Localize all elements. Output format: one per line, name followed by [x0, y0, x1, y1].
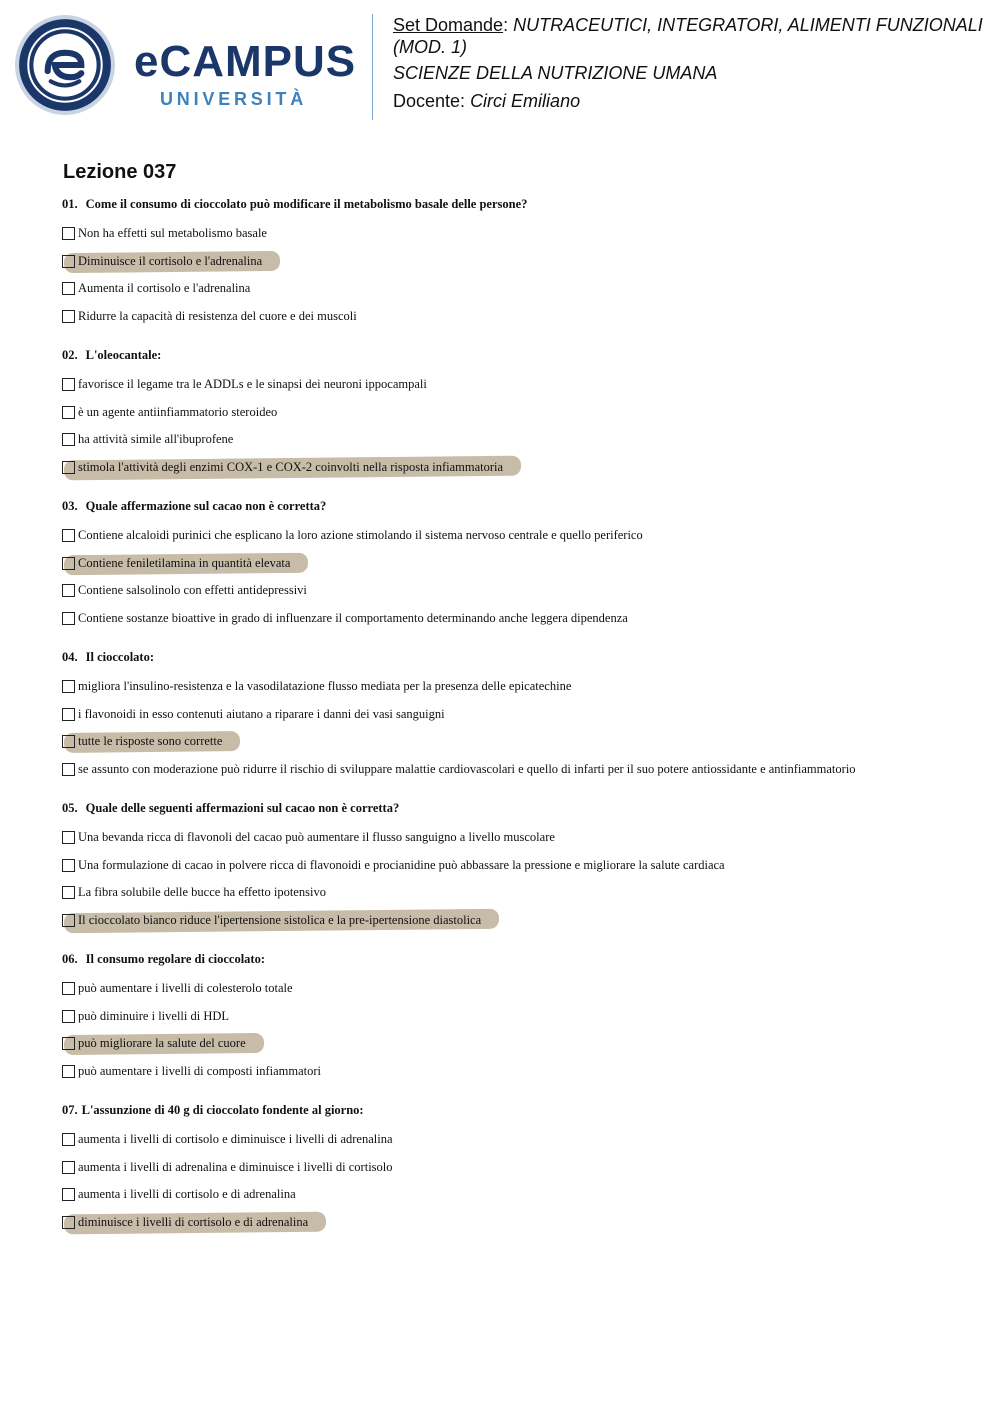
- answer-label: se assunto con moderazione può ridurre il rischio di sviluppare malattie cardiovascolari e quello di infarti per il suo potere antiossidante e antinfiammatorio: [78, 761, 856, 776]
- answer-label: stimola l'attività degli enzimi COX-1 e COX-2 coinvolti nella risposta infiammatoria: [78, 459, 504, 474]
- question-label: Il consumo regolare di cioccolato:: [85, 952, 265, 966]
- answer-label: può aumentare i livelli di colesterolo totale: [78, 981, 293, 996]
- answer-option[interactable]: [62, 248, 982, 276]
- question-text: [62, 344, 982, 371]
- question-list: [62, 193, 982, 1250]
- answer-checkbox[interactable]: [62, 406, 75, 419]
- answer-label: diminuisce i livelli di cortisolo e di adrenalina: [78, 1214, 309, 1229]
- answer-checkbox[interactable]: [62, 1037, 75, 1050]
- question-block: [62, 1099, 982, 1250]
- answer-label: Contiene alcaloidi purinici che esplicano la loro azione stimolando il sistema nervoso centrale e quello periferico: [78, 528, 643, 543]
- answer-checkbox[interactable]: [62, 735, 75, 748]
- answer-label: Contiene salsolinolo con effetti antidepressivi: [78, 583, 307, 598]
- answer-option[interactable]: [62, 1030, 982, 1058]
- answer-checkbox[interactable]: [62, 831, 75, 844]
- answer-label: Diminuisce il cortisolo e l'adrenalina: [78, 253, 263, 268]
- answer-option[interactable]: [62, 824, 982, 852]
- answer-checkbox[interactable]: [62, 529, 75, 542]
- answer-label: tutte le risposte sono corrette: [78, 734, 223, 749]
- answer-option[interactable]: [62, 605, 982, 633]
- header-divider: [372, 14, 373, 120]
- question-block: [62, 646, 982, 797]
- answer-checkbox[interactable]: [62, 914, 75, 927]
- answer-label: Ridurre la capacità di resistenza del cuore e dei muscoli: [78, 308, 357, 323]
- question-label: Come il consumo di cioccolato può modificare il metabolismo basale delle persone?: [85, 197, 528, 211]
- answer-checkbox[interactable]: [62, 310, 75, 323]
- answer-label: i flavonoidi in esso contenuti aiutano a riparare i danni dei vasi sanguigni: [78, 706, 445, 721]
- answer-option[interactable]: [62, 728, 982, 756]
- answer-label: Una formulazione di cacao in polvere ricca di flavonoidi e procianidine può abbassare la pressione e migliorare la salute cardiaca: [78, 857, 725, 872]
- answer-label: aumenta i livelli di cortisolo e di adrenalina: [78, 1187, 296, 1202]
- set-title-line: Set Domande: NUTRACEUTICI, INTEGRATORI, ALIMENTI FUNZIONALI (MOD. 1): [393, 15, 983, 57]
- question-block: [62, 495, 982, 646]
- answer-option[interactable]: [62, 1003, 982, 1031]
- lesson-title: Lezione 037: [63, 161, 177, 183]
- answer-checkbox[interactable]: [62, 763, 75, 776]
- question-label: L'oleocantale:: [85, 348, 162, 362]
- answer-label: può aumentare i livelli di composti infiammatori: [78, 1063, 321, 1078]
- question-block: [62, 193, 982, 344]
- question-text: [62, 646, 982, 673]
- question-number: 06.: [62, 952, 78, 966]
- answer-option[interactable]: [62, 220, 982, 248]
- answer-checkbox[interactable]: [62, 1133, 75, 1146]
- answer-checkbox[interactable]: [62, 557, 75, 570]
- answer-checkbox[interactable]: [62, 1065, 75, 1078]
- answer-checkbox[interactable]: [62, 886, 75, 899]
- question-text: [62, 495, 982, 522]
- question-text: [62, 1099, 982, 1126]
- answer-option[interactable]: [62, 550, 982, 578]
- answer-option[interactable]: [62, 975, 982, 1003]
- question-text: [62, 948, 982, 975]
- answer-checkbox[interactable]: [62, 859, 75, 872]
- answer-checkbox[interactable]: [62, 1010, 75, 1023]
- answer-option[interactable]: [62, 522, 982, 550]
- answer-label: aumenta i livelli di cortisolo e diminuisce i livelli di adrenalina: [78, 1132, 393, 1147]
- answer-label: Il cioccolato bianco riduce l'ipertensione sistolica e la pre-ipertensione diastolica: [78, 912, 482, 927]
- answer-checkbox[interactable]: [62, 461, 75, 474]
- answer-option[interactable]: [62, 907, 982, 935]
- ecampus-seal-icon: [14, 14, 116, 116]
- header-info: [393, 14, 983, 112]
- course-name: SCIENZE DELLA NUTRIZIONE UMANA: [393, 63, 718, 83]
- answer-label: aumenta i livelli di adrenalina e diminuisce i livelli di cortisolo: [78, 1159, 393, 1174]
- question-label: L'assunzione di 40 g di cioccolato fondente al giorno:: [81, 1103, 364, 1117]
- answer-label: La fibra solubile delle bucce ha effetto ipotensivo: [78, 885, 326, 900]
- answer-option[interactable]: [62, 1181, 982, 1209]
- answer-option[interactable]: [62, 303, 982, 331]
- answer-option[interactable]: [62, 399, 982, 427]
- answer-label: Non ha effetti sul metabolismo basale: [78, 226, 267, 241]
- answer-checkbox[interactable]: [62, 680, 75, 693]
- answer-option[interactable]: [62, 454, 982, 482]
- answer-checkbox[interactable]: [62, 282, 75, 295]
- answer-checkbox[interactable]: [62, 1216, 75, 1229]
- question-number: 04.: [62, 650, 78, 664]
- answer-checkbox[interactable]: [62, 433, 75, 446]
- answer-option[interactable]: [62, 879, 982, 907]
- answer-checkbox[interactable]: [62, 227, 75, 240]
- answer-label: può migliorare la salute del cuore: [78, 1036, 246, 1051]
- brand-name: eCAMPUS: [134, 37, 357, 86]
- answer-option[interactable]: [62, 701, 982, 729]
- answer-option[interactable]: [62, 426, 982, 454]
- question-number: 05.: [62, 801, 78, 815]
- question-block: [62, 948, 982, 1099]
- answer-checkbox[interactable]: [62, 982, 75, 995]
- answer-label: può diminuire i livelli di HDL: [78, 1008, 230, 1023]
- question-block: [62, 344, 982, 495]
- brand-subtitle: UNIVERSITÀ: [160, 89, 308, 109]
- answer-option[interactable]: [62, 852, 982, 880]
- answer-label: Contiene sostanze bioattive in grado di influenzare il comportamento determinando anche leggera dipendenza: [78, 610, 628, 625]
- docente-label: Docente:: [393, 91, 466, 111]
- question-label: Quale delle seguenti affermazioni sul cacao non è corretta?: [85, 801, 400, 815]
- question-number: 03.: [62, 499, 78, 513]
- answer-option[interactable]: [62, 756, 982, 784]
- question-text: [62, 797, 982, 824]
- answer-option[interactable]: [62, 1154, 982, 1182]
- question-number: 07.: [62, 1103, 78, 1117]
- answer-checkbox[interactable]: [62, 1188, 75, 1201]
- answer-label: Contiene feniletilamina in quantità elevata: [78, 555, 291, 570]
- question-label: Quale affermazione sul cacao non è corretta?: [85, 499, 327, 513]
- answer-label: favorisce il legame tra le ADDLs e le sinapsi dei neuroni ippocampali: [78, 377, 427, 392]
- answer-checkbox[interactable]: [62, 1161, 75, 1174]
- question-label: Il cioccolato:: [85, 650, 155, 664]
- answer-option[interactable]: [62, 673, 982, 701]
- question-number: 01.: [62, 197, 78, 211]
- docente-name: Circi Emiliano: [470, 91, 581, 111]
- answer-option[interactable]: [62, 1058, 982, 1086]
- answer-option[interactable]: [62, 577, 982, 605]
- question-text: [62, 193, 982, 220]
- answer-label: ha attività simile all'ibuprofene: [78, 432, 234, 447]
- answer-label: Una bevanda ricca di flavonoli del cacao può aumentare il flusso sanguigno a livello muscolare: [78, 830, 555, 845]
- answer-checkbox[interactable]: [62, 378, 75, 391]
- answer-option[interactable]: [62, 1126, 982, 1154]
- answer-label: migliora l'insulino-resistenza e la vasodilatazione flusso mediata per la presenza delle epicatechine: [78, 679, 572, 694]
- answer-option[interactable]: [62, 1209, 982, 1237]
- set-label: Set Domande: [393, 15, 504, 35]
- answer-label: Aumenta il cortisolo e l'adrenalina: [78, 281, 251, 296]
- set-title: NUTRACEUTICI, INTEGRATORI, ALIMENTI FUNZIONALI (MOD. 1): [393, 15, 983, 57]
- question-block: [62, 797, 982, 948]
- answer-checkbox[interactable]: [62, 255, 75, 268]
- question-number: 02.: [62, 348, 78, 362]
- answer-checkbox[interactable]: [62, 584, 75, 597]
- answer-label: è un agente antiinfiammatorio steroideo: [78, 404, 278, 419]
- answer-checkbox[interactable]: [62, 708, 75, 721]
- answer-checkbox[interactable]: [62, 612, 75, 625]
- docente-line: [393, 90, 983, 112]
- answer-option[interactable]: [62, 275, 982, 303]
- answer-option[interactable]: [62, 371, 982, 399]
